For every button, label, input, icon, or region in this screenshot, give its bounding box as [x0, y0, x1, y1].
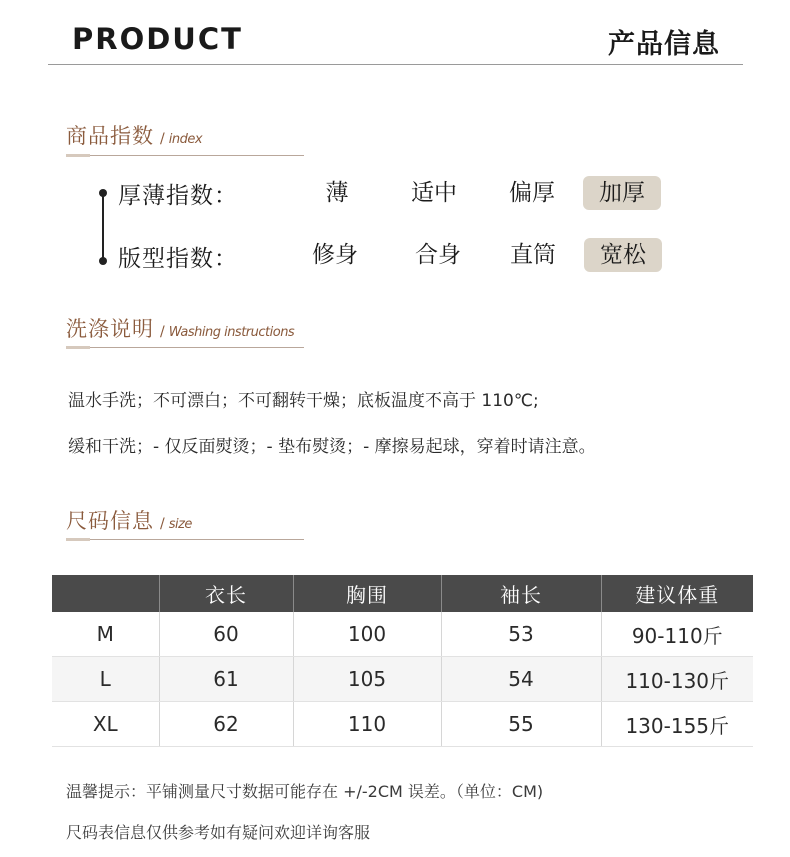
cell-sleeve: 54: [441, 657, 601, 702]
size-title-underline: [66, 539, 304, 540]
cell-weight: 130-155斤: [601, 702, 753, 747]
header-cell-size: [52, 575, 159, 612]
fit-option: 合身: [415, 242, 461, 268]
index-title-accent-mark: [66, 154, 90, 157]
size-table: [52, 575, 753, 747]
fit-option-selected: 宽松: [584, 238, 662, 272]
size-section-title: [66, 505, 192, 535]
table-row: [52, 657, 753, 702]
wash-section-title: [66, 313, 294, 343]
wash-title-accent-mark: [66, 346, 90, 349]
header-cell-length: 衣长: [159, 575, 293, 612]
index-title-cn: 商品指数: [66, 124, 154, 148]
size-title-cn: 尺码信息: [66, 509, 154, 533]
table-row: [52, 702, 753, 747]
fit-option: 直筒: [510, 242, 556, 268]
index-title-underline: [66, 155, 304, 156]
title-slash: /: [160, 516, 165, 532]
wash-title-en: Washing instructions: [168, 325, 295, 340]
title-slash: /: [160, 131, 165, 147]
cell-size: XL: [52, 702, 159, 747]
fit-option: 修身: [312, 242, 358, 268]
header-divider: [48, 64, 743, 65]
wash-instruction-line-2: 缓和干洗；- 仅反面熨烫；- 垫布熨烫；- 摩擦易起球，穿着时请注意。: [68, 437, 596, 457]
thickness-option: 适中: [411, 180, 457, 206]
cell-chest: 100: [293, 612, 441, 657]
cell-length: 62: [159, 702, 293, 747]
fit-label: 版型指数：: [118, 246, 238, 272]
thickness-option: 薄: [325, 180, 349, 206]
cell-weight: 90-110斤: [601, 612, 753, 657]
size-table-header-row: [52, 575, 753, 612]
header-cell-chest: 胸围: [293, 575, 441, 612]
index-title-en: index: [168, 132, 203, 147]
wash-instruction-line-1: 温水手洗；不可漂白；不可翻转干燥；底板温度不高于 110℃;: [68, 391, 539, 411]
cell-length: 60: [159, 612, 293, 657]
cell-length: 61: [159, 657, 293, 702]
measurement-note: 温馨提示：平铺测量尺寸数据可能存在 +/-2CM 误差。（单位：CM): [66, 782, 544, 801]
cell-sleeve: 53: [441, 612, 601, 657]
cell-size: M: [52, 612, 159, 657]
thickness-label: 厚薄指数：: [118, 183, 238, 209]
cell-chest: 105: [293, 657, 441, 702]
header-title-cn: 产品信息: [608, 29, 720, 60]
thickness-option: 偏厚: [509, 180, 555, 206]
size-title-accent-mark: [66, 538, 90, 541]
index-section-title: [66, 120, 202, 150]
thickness-option-selected: 加厚: [583, 176, 661, 210]
cell-weight: 110-130斤: [601, 657, 753, 702]
cell-size: L: [52, 657, 159, 702]
index-bullet-dot: [99, 257, 107, 265]
table-row: [52, 612, 753, 657]
wash-title-cn: 洗涤说明: [66, 317, 154, 341]
title-slash: /: [160, 324, 165, 340]
header-cell-sleeve: 袖长: [441, 575, 601, 612]
cell-sleeve: 55: [441, 702, 601, 747]
reference-note: 尺码表信息仅供参考如有疑问欢迎详询客服: [66, 823, 371, 842]
header-title-en: PRODUCT: [72, 22, 243, 56]
size-title-en: size: [168, 517, 192, 532]
header-cell-weight: 建议体重: [601, 575, 753, 612]
cell-chest: 110: [293, 702, 441, 747]
index-bullet-dot: [99, 189, 107, 197]
index-connector-line: [102, 193, 104, 261]
wash-title-underline: [66, 347, 304, 348]
